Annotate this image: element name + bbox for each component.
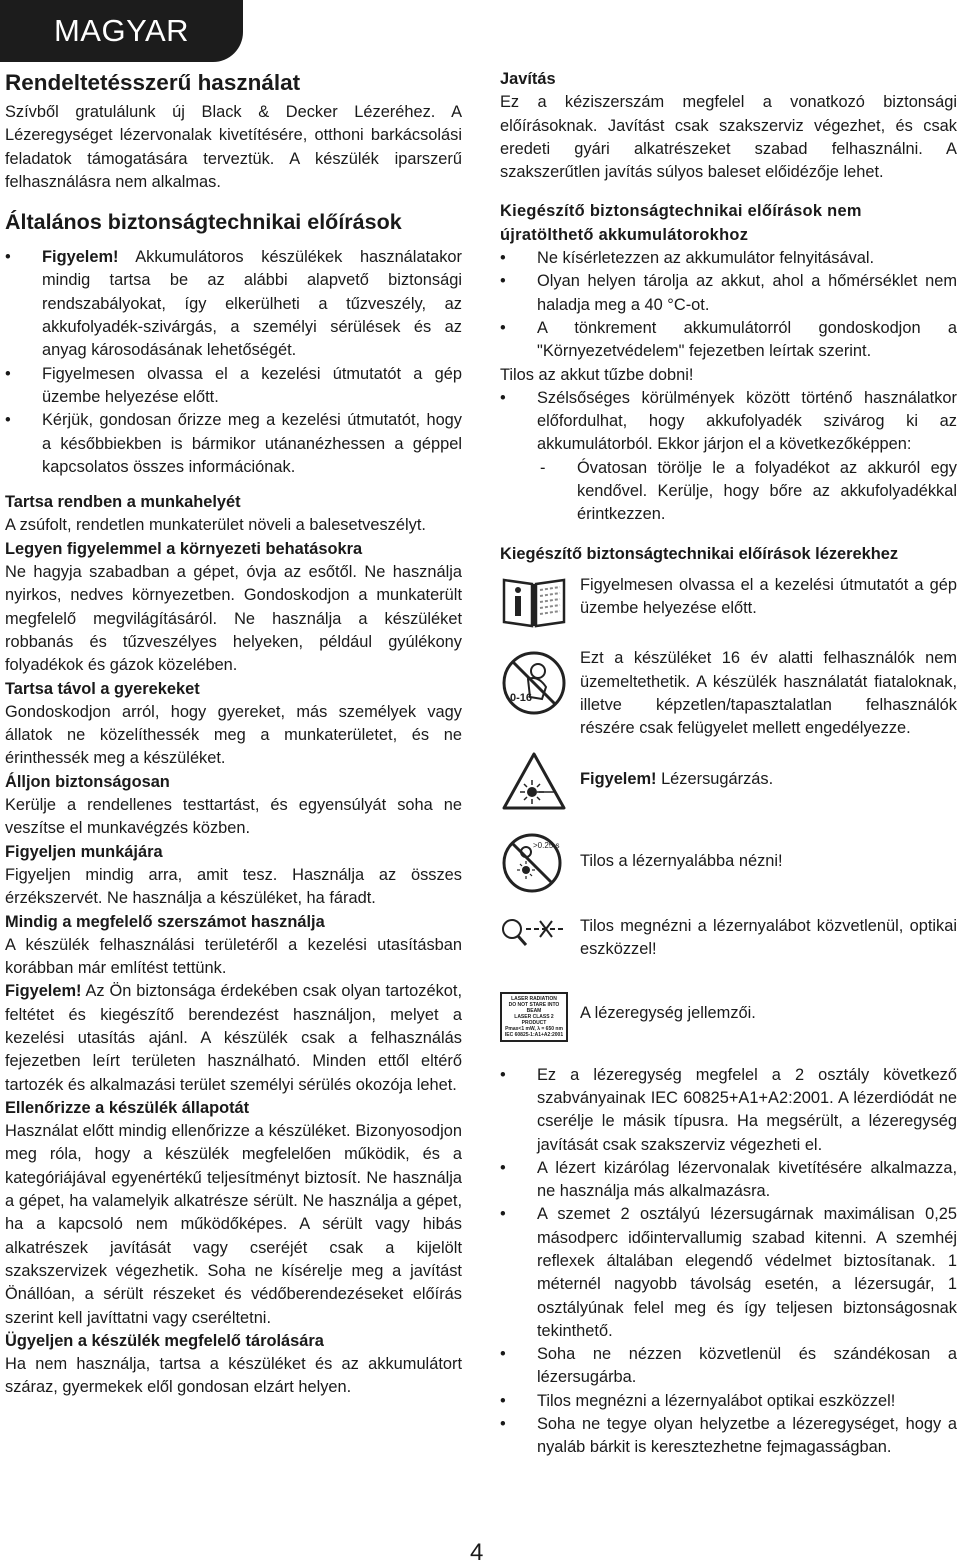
leak-list [500,387,957,457]
dash-icon: - [540,458,546,477]
bullet-icon: • [500,318,506,337]
list-item-text: Kérjük, gondosan őrizze meg a kezelési útmutatót, hogy a későbbiekben is bármikor utánanézhessen a géppel kapcsolatos összes információnak. [42,411,462,476]
magnifier-icon [500,915,568,958]
label-line: Pmax<1 mW, λ = 650 nm [505,1025,563,1032]
section-heading: Figyeljen munkájára [5,842,163,861]
bullet-icon: • [500,272,506,291]
optic-text: Tilos megnézni a lézernyalábot közvetlenül, optikai eszközzel! [580,917,957,959]
right-column [500,68,957,1460]
list-item [5,363,462,410]
list-item [500,1064,957,1157]
section-text: Ne hagyja szabadban a gépet, óvja az esőtől. Ne használja nyirkos, nedves környezetben. Gondoskodjon a munkaterült megfelelő megvilágításáról. Ne használja a készüléket robbanás és tűzveszélyes helyeken, például gyúlékony folyadékok és gázok közelében. [5,563,462,675]
intended-use-text: Szívből gratulálunk új Black & Decker Lézeréhez. A Lézeregységet lézervonalak kivetítésére, otthoni barkácsolási feladatok támogatására terveztük. A készülék iparszerű felhasználásra nem alkalmas. [5,103,462,191]
list-item [5,409,462,479]
age-restriction-icon [500,647,568,726]
no-stare-row [500,832,957,901]
list-item-text: Ne kísérletezzen az akkumulátor felnyitásával. [537,249,875,268]
bullet-icon: • [500,1158,506,1177]
section-heading: Tartsa távol a gyerekeket [5,679,200,698]
list-item-text: Akkumulátoros készülékek használatakor mindig tartsa be az alábbi alapvető biztonsági rendszabályokat, így elkerülheti a tűzveszély, az akkufolyadék-szivárgás, a személyi sérülések és az anyag károsodásának lehetőségét. [42,248,462,360]
list-item [500,247,957,270]
list-item [500,317,957,364]
warning-label: Figyelem! [580,770,657,789]
laser-safety-heading: Kiegészítő biztonságtechnikai előírások lézerekhez [500,544,899,563]
bullet-icon: • [500,1415,506,1434]
repair-heading: Javítás [500,70,556,88]
page-number: 4 [470,1539,484,1566]
list-item-text: Ez a lézeregység megfelel a 2 osztály következő szabványainak IEC 60825+A1+A2:2001. A lézerdiódát ne cserélje le másik típusra. Ha megsérült, a lézeregység javítását csak szakszerviz végezheti el. [537,1065,957,1154]
general-safety-list [5,246,462,479]
list-item-text: Soha ne tegye olyan helyzetbe a lézeregységet, hogy a nyaláb bárkit is keresztezhetne fejmagasságban. [537,1415,957,1457]
label-line: DO NOT STARE INTO BEAM [508,1001,560,1014]
list-item-text: Szélsőséges körülmények között történő használatkor előfordulhat, hogy akkufolyadék szivárog ki az akkumulátorból. Ekkor járjon el a következőképpen: [537,388,957,454]
bullet-icon: • [5,248,11,267]
leak-sublist [500,457,957,527]
section-text: A készülék felhasználási területéről a kezelési utasításban korábban már említést tettünk. [5,935,462,978]
age-text: Ezt a készüléket 16 év alatti felhasználók nem üzemeltethetik. A készülék használatát fiataloknak, illetve képzetlen/tapasztalatlan felhasználók részére csak felügyelet mellett engedélyezze. [580,649,957,738]
laser-class-label-icon [500,992,568,1042]
label-line: LASER CLASS 2 PRODUCT [514,1013,554,1026]
laser-warning-icon [500,750,568,819]
label-line: LASER RADIATION [511,995,557,1002]
section-text: Gondoskodjon arról, hogy gyereket, más személyek vagy állatok ne közelíthessék meg a munkaterületet, és ne érinthessék meg a készüléket. [5,702,462,768]
age-row [500,647,957,740]
list-item-text: Tilos megnézni a lézernyalábot optikai eszközzel! [537,1391,896,1410]
bullet-icon: • [500,1065,506,1084]
section-heading: Legyen figyelemmel a környezeti behatásokra [5,539,363,558]
radiation-text-body: Lézersugárzás. [656,770,774,789]
list-item [500,1343,957,1390]
list-item [500,1390,957,1413]
warning-label: Figyelem! [42,248,119,267]
intended-use-title: Rendeltetésszerű használat [5,70,301,95]
repair-text: Ez a kéziszerszám megfelel a vonatkozó biztonsági előírásoknak. Javítást csak szakszerviz végezhet, és csak eredeti gyári alkatrészeket szabad felhasználni. A szakszerűtlen javítás súlyos baleset előidézője lehet. [500,93,957,182]
list-item [500,270,957,317]
manual-row [500,574,957,637]
section-heading: Ellenőrizze a készülék állapotát [5,1098,250,1117]
section-text-body: Az Ön biztonsága érdekében csak olyan tartozékot, feltétet és kiegészítő berendezést használjon, melyet a kezelési utasítás ajánl. A készülék csak a felhasználás fejezetben leírt területen használható. Minden ettől eltérő tartozék és alkalmazási terület személyi sérülés okozója lehet. [5,982,462,1094]
bullet-icon: • [5,364,11,383]
section-heading: Ügyeljen a készülék megfelelő tárolására [5,1331,324,1350]
list-item-text: Óvatosan törölje le a folyadékot az akkuról egy kendővel. Kerülje, hogy bőre az akkufolyadékkal érintkezzen. [577,458,957,524]
language-tab: MAGYAR [0,0,243,62]
label-text: A lézeregység jellemzői. [580,1003,756,1022]
section-text: Használat előtt mindig ellenőrizze a készüléket. Bizonyosodjon meg róla, hogy a készülék megfelelően működik, és a kategóriájával egyenértékű teljesítményt biztosít. Ne használja a gépet, ha valamelyik alkatrésze sérült. Ne használja a gépet, ha a kapcsoló nem működőképes. A sérült vagy hibás alkatrészek javítását vagy cseréjét csak a kijelölt szakszervizek végezhetik. Soha ne kísérelje meg a javítást Önállóan, a sérült részeket és védőberendezéseket előírás szerint kell javíttatni vagy cseréltetni. [5,1122,462,1327]
label-line: IEC 60825-1:A1+A2:2001 [504,1031,564,1038]
section-heading: Tartsa rendben a munkahelyét [5,493,241,512]
warning-label: Figyelem! [5,982,82,1001]
optic-row [500,915,957,962]
section-text: Ha nem használja, tartsa a készüléket és az akkumulátort száraz, gyermekek elől gondosan elzárt helyen. [5,1355,462,1397]
radiation-text [580,750,957,791]
read-manual-icon [500,574,568,637]
bullet-icon: • [5,411,11,430]
left-column [5,68,462,1400]
bullet-icon: • [500,1205,506,1224]
bullet-icon: • [500,249,506,268]
section-heading: Álljon biztonságosan [5,772,170,791]
battery-safety-heading: Kiegészítő biztonságtechnikai előírások nem újratölthető akkumulátorokhoz [500,202,862,244]
manual-text: Figyelmesen olvassa el a kezelési útmutatót a gép üzembe helyezése előtt. [580,575,957,618]
list-item [500,1157,957,1204]
list-item-text: Soha ne nézzen közvetlenül és szándékosan a lézersugárba. [537,1345,957,1387]
list-item-text: A szemet 2 osztályú lézersugárnak maximálisan 0,25 másodperc időintervallumig szabad kitenni. A szemhéj reflexek általában elegendő védelmet biztosítanak. 1 méternél nagyobb távolság esetén, a lézersugár, 1 osztályúnak felel meg és így teljesen biztonságosnak tekinthető. [537,1205,957,1340]
no-stare-icon [500,832,568,901]
section-text: A zsúfolt, rendetlen munkaterület növeli a balesetveszélyt. [5,516,426,535]
bullet-icon: • [500,1391,506,1410]
fire-warning: Tilos az akkut tűzbe dobni! [500,365,694,384]
bullet-icon: • [500,388,506,407]
no-stare-text: Tilos a lézernyalábba nézni! [580,851,783,870]
label-row [500,992,957,1042]
bullet-icon: • [500,1345,506,1364]
section-heading: Mindig a megfelelő szerszámot használja [5,912,325,931]
battery-safety-list [500,247,957,363]
list-item [500,387,957,457]
section-text [5,980,462,1096]
general-safety-title: Általános biztonságtechnikai előírások [5,210,402,235]
list-item-text: A lézert kizárólag lézervonalak kivetítésére alkalmazza, ne használja más alkalmazásra. [537,1158,957,1201]
list-item-text: A tönkrement akkumulátorról gondoskodjon a "Környezetvédelem" fejezetben leírtak szerint. [537,318,957,361]
list-item-text: Olyan helyen tárolja az akkut, ahol a hőmérséklet nem haladja meg a 40 °C-ot. [537,272,957,314]
list-item [540,457,957,527]
age-label: 0-16 [510,692,533,705]
list-item [500,1203,957,1343]
radiation-row [500,750,957,819]
list-item [5,246,462,362]
section-text: Figyeljen mindig arra, amit tesz. Használja az összes érzékszervét. Ne használja a készüléket, ha fáradt. [5,865,462,908]
laser-rules-list [500,1064,957,1460]
list-item [500,1413,957,1460]
section-text: Kerülje a rendellenes testtartást, és egyensúlyát soha ne veszítse el munkavégzés közben. [5,796,462,838]
list-item-text: Figyelmesen olvassa el a kezelési útmutatót a gép üzembe helyezése előtt. [42,364,462,406]
no-stare-label: >0.25 s [533,840,560,850]
